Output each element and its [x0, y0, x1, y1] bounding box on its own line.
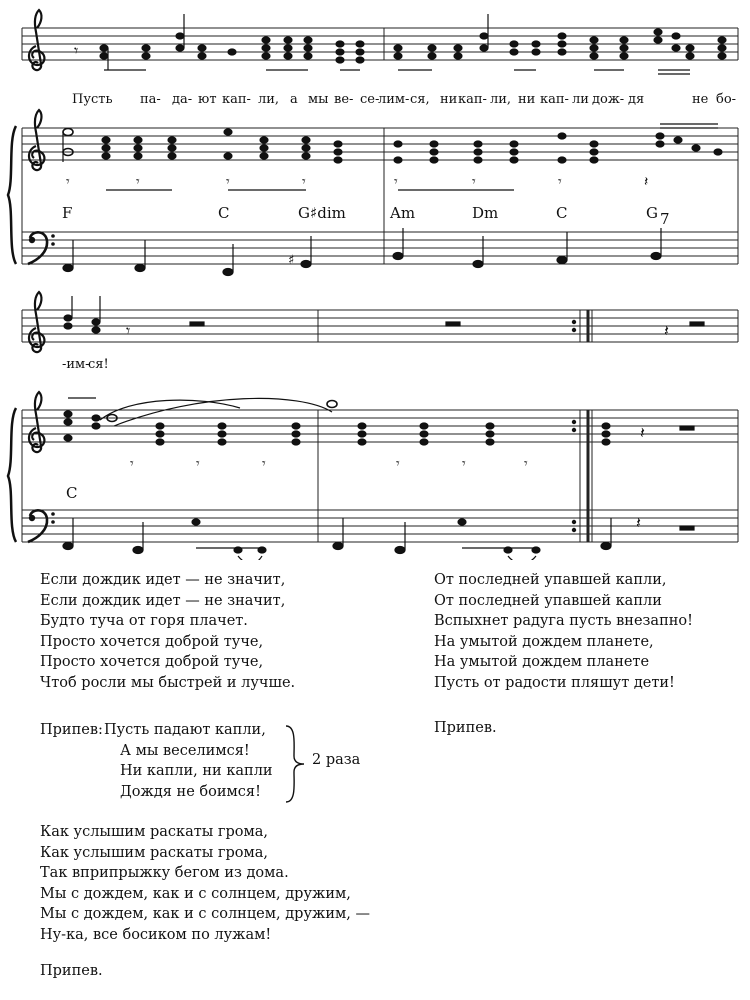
- lyric-syllable: се-: [360, 92, 380, 107]
- verse-line: Мы с дождем, как и с солнцем, дружим,: [40, 885, 351, 902]
- chord-symbol: G: [646, 204, 658, 222]
- verse-line: Как услышим раскаты грома,: [40, 824, 269, 840]
- chorus-line: Пусть падают капли,: [104, 722, 266, 738]
- lyrics-system-1: [72, 92, 736, 107]
- lyric-syllable: не: [692, 92, 709, 107]
- repeat-brace: [282, 724, 308, 804]
- svg-text:𝄾: 𝄾: [66, 174, 70, 190]
- repeat-count: 2 раза: [312, 752, 361, 768]
- svg-text:𝄾: 𝄾: [394, 174, 398, 190]
- verse-line: От последней упавшей капли,: [434, 572, 667, 588]
- verse-line: Как услышим раскаты грома,: [40, 844, 269, 861]
- lyric-syllable: ся,: [410, 92, 430, 107]
- verse-line: Пусть от радости пляшут дети!: [434, 674, 675, 691]
- svg-text:𝄾: 𝄾: [472, 174, 476, 190]
- chord-symbols-1: [62, 204, 670, 228]
- lyric-syllable: кап-: [458, 92, 487, 107]
- verse-line: Мы с дождем, как и с солнцем, дружим, —: [40, 906, 370, 922]
- verse-line: Вспыхнет радуга пусть внезапно!: [434, 613, 693, 629]
- lyric-syllable: -им-: [62, 357, 90, 372]
- chord-symbol: G♯dim: [298, 204, 346, 222]
- piano-bass-staff-1: [22, 232, 738, 264]
- verse-3: [40, 822, 370, 945]
- lyric-syllable: а: [290, 92, 298, 107]
- lyric-syllable: лим-: [378, 92, 410, 107]
- svg-text:𝄽: 𝄽: [644, 174, 649, 190]
- lyric-syllable: ся!: [88, 357, 109, 372]
- svg-text:𝄾: 𝄾: [136, 174, 140, 190]
- lyric-syllable: ли,: [490, 92, 512, 107]
- svg-text:𝄾: 𝄾: [126, 321, 131, 340]
- svg-text:𝄽: 𝄽: [636, 513, 641, 532]
- verse-line: Так вприпрыжку бегом из дома.: [40, 865, 289, 881]
- chord-symbol: C: [556, 204, 568, 222]
- chord-symbol: C: [66, 484, 78, 502]
- svg-text:♯: ♯: [288, 253, 295, 268]
- svg-text:𝄾: 𝄾: [524, 456, 528, 472]
- svg-text:𝄾: 𝄾: [462, 456, 466, 472]
- verse-1: [40, 570, 295, 693]
- chord-symbol: Am: [390, 204, 416, 222]
- svg-text:𝄾: 𝄾: [558, 174, 562, 190]
- piano-treble-notes-1: [63, 124, 722, 190]
- chord-symbol: Dm: [472, 204, 499, 222]
- piano-bass-notes-1: [63, 228, 661, 276]
- chorus-label: Припев:: [40, 722, 103, 738]
- chord-symbol: 7: [660, 210, 670, 228]
- svg-text:𝄾: 𝄾: [226, 174, 230, 190]
- lyric-syllable: кап-: [222, 92, 251, 107]
- verse-line: От последней упавшей капли: [434, 592, 662, 609]
- lyric-syllable: ве-: [334, 92, 354, 107]
- svg-text:𝄾: 𝄾: [302, 174, 306, 190]
- chorus-line: Ни капли, ни капли: [120, 763, 273, 779]
- lyric-syllable: ли: [572, 92, 589, 107]
- lyric-syllable: ни: [518, 92, 536, 107]
- lyric-syllable: па-: [140, 92, 161, 107]
- verse-line: Ну-ка, все босиком по лужам!: [40, 926, 272, 943]
- verse-line: Просто хочется доброй туче,: [40, 633, 264, 650]
- chorus-line: А мы веселимся!: [120, 742, 250, 759]
- piano-bass-staff-2: [22, 510, 738, 542]
- lyric-syllable: кап-: [540, 92, 569, 107]
- svg-text:𝄾: 𝄾: [262, 456, 266, 472]
- lyric-syllable: ни: [440, 92, 458, 107]
- svg-text:𝄽: 𝄽: [640, 423, 645, 442]
- lyric-syllable: дя: [628, 92, 645, 107]
- chord-symbol: C: [218, 204, 230, 222]
- verse-line: На умытой дождем планете,: [434, 633, 654, 650]
- chorus-line: Дождя не боимся!: [120, 783, 261, 800]
- piano-treble-staff-1: [22, 128, 738, 264]
- svg-text:𝄾: 𝄾: [130, 456, 134, 472]
- lyric-syllable: ют: [198, 92, 217, 107]
- svg-text:𝄾: 𝄾: [396, 456, 400, 472]
- verse-line: Чтоб росли мы быстрей и лучше.: [40, 674, 296, 691]
- svg-text:𝄾: 𝄾: [196, 456, 200, 472]
- refrain-marker: Припев.: [40, 963, 103, 979]
- chord-symbol: F: [62, 204, 73, 222]
- refrain-marker: Припев.: [434, 720, 497, 736]
- verse-line: На умытой дождем планете: [434, 654, 650, 670]
- vocal-staff-1: [22, 28, 738, 60]
- verse-line: Будто туча от горя плачет.: [40, 613, 248, 629]
- lyric-syllable: да-: [172, 92, 193, 107]
- piano-treble-staff-2: [22, 410, 738, 542]
- verse-2: [434, 570, 693, 693]
- verse-line: Если дождик идет — не значит,: [40, 592, 286, 609]
- lyric-syllable: дож-: [592, 92, 625, 107]
- lyric-syllable: бо-: [716, 92, 737, 107]
- lyric-syllable: мы: [308, 92, 329, 107]
- verse-line: Если дождик идет — не значит,: [40, 572, 286, 588]
- verse-line: Просто хочется доброй туче,: [40, 654, 264, 670]
- lyric-syllable: Пусть: [72, 92, 113, 107]
- svg-text:𝄾: 𝄾: [74, 41, 79, 60]
- svg-text:𝄽: 𝄽: [664, 321, 669, 340]
- lyric-syllable: ли,: [258, 92, 280, 107]
